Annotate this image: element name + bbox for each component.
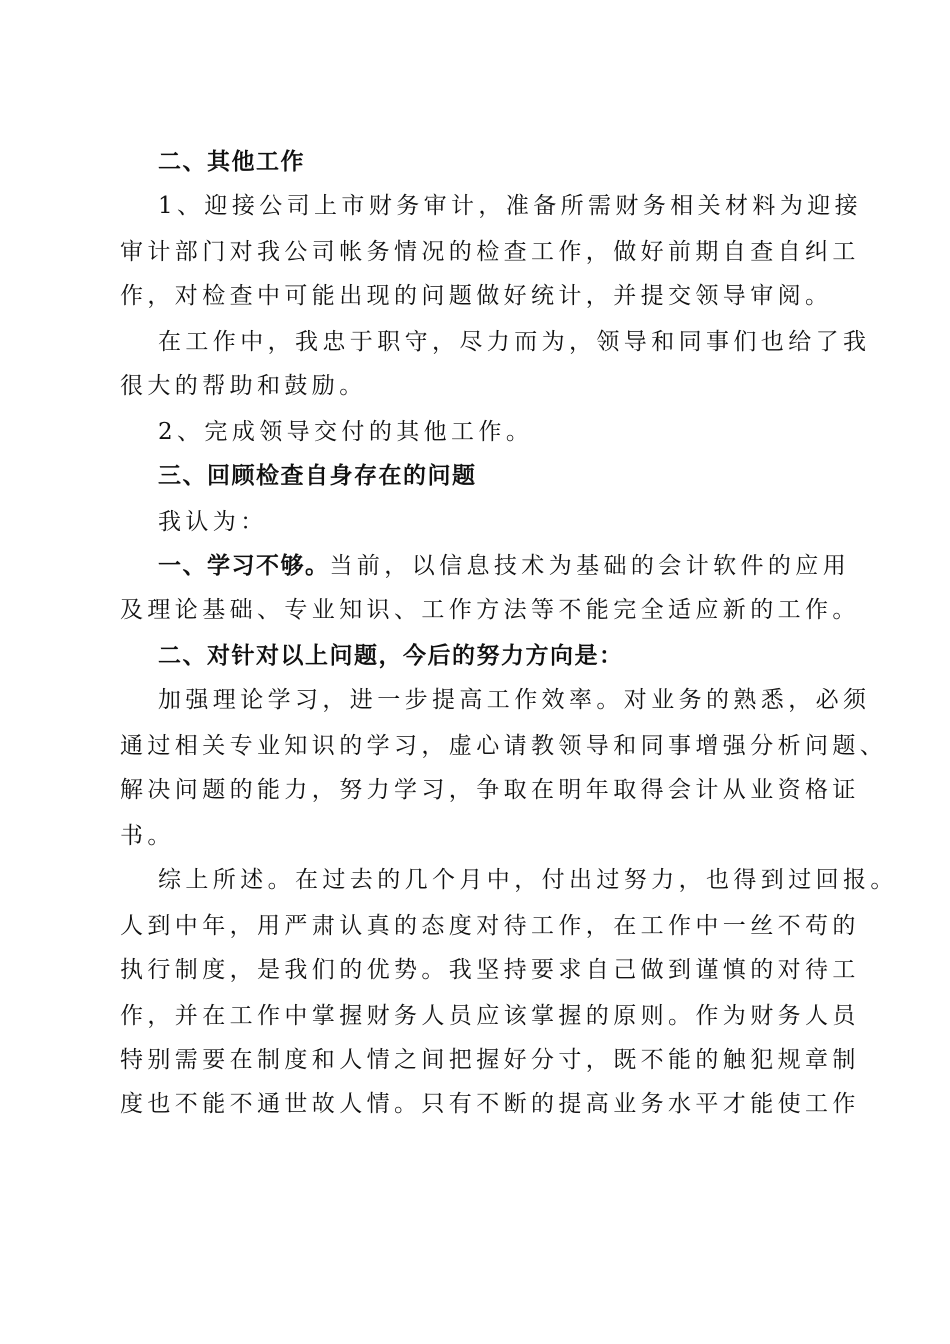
summary-line4: 作，并在工作中掌握财务人员应该掌握的原则。作为财务人员 [120,1003,860,1029]
point2-heading: 二、对针对以上问题，今后的努力方向是： [158,643,624,669]
effort-line1: 加强理论学习，进一步提高工作效率。对业务的熟悉，必须 [158,687,871,713]
item1-line1: 1、迎接公司上市财务审计，准备所需财务相关材料为迎接 [158,193,863,219]
para-work-line2: 很大的帮助和鼓励。 [120,373,367,399]
summary-line6: 度也不能不通世故人情。只有不断的提高业务水平才能使工作 [120,1091,860,1117]
effort-line3: 解决问题的能力，努力学习，争取在明年取得会计从业资格证 [120,777,860,803]
effort-line2: 通过相关专业知识的学习，虚心请教领导和同事增强分析问题、 [120,733,888,759]
item1-line3: 作，对检查中可能出现的问题做好统计，并提交领导审阅。 [120,283,833,309]
para-work-line1: 在工作中，我忠于职守，尽力而为，领导和同事们也给了我 [158,329,871,355]
point1-lead: 一、学习不够。 [158,553,330,579]
summary-line3: 执行制度，是我们的优势。我坚持要求自己做到谨慎的对待工 [120,957,860,983]
point1-line1 [158,546,851,586]
section-heading-review: 三、回顾检查自身存在的问题 [158,463,477,489]
item2: 2、完成领导交付的其他工作。 [158,419,534,445]
effort-line4: 书。 [120,823,175,849]
section-heading-other-work: 二、其他工作 [158,149,305,175]
item1-line2: 审计部门对我公司帐务情况的检查工作，做好前期自查自纠工 [120,239,860,265]
point1-text: 当前，以信息技术为基础的会计软件的应用 [329,553,851,579]
point1-line2: 及理论基础、专业知识、工作方法等不能完全适应新的工作。 [120,597,860,623]
summary-line5: 特别需要在制度和人情之间把握好分寸，既不能的触犯规章制 [120,1047,860,1073]
summary-line1: 综上所述。在过去的几个月中，付出过努力，也得到过回报。 [158,867,898,893]
summary-line2: 人到中年，用严肃认真的态度对待工作，在工作中一丝不苟的 [120,913,860,939]
opinion-intro: 我认为： [158,509,268,535]
